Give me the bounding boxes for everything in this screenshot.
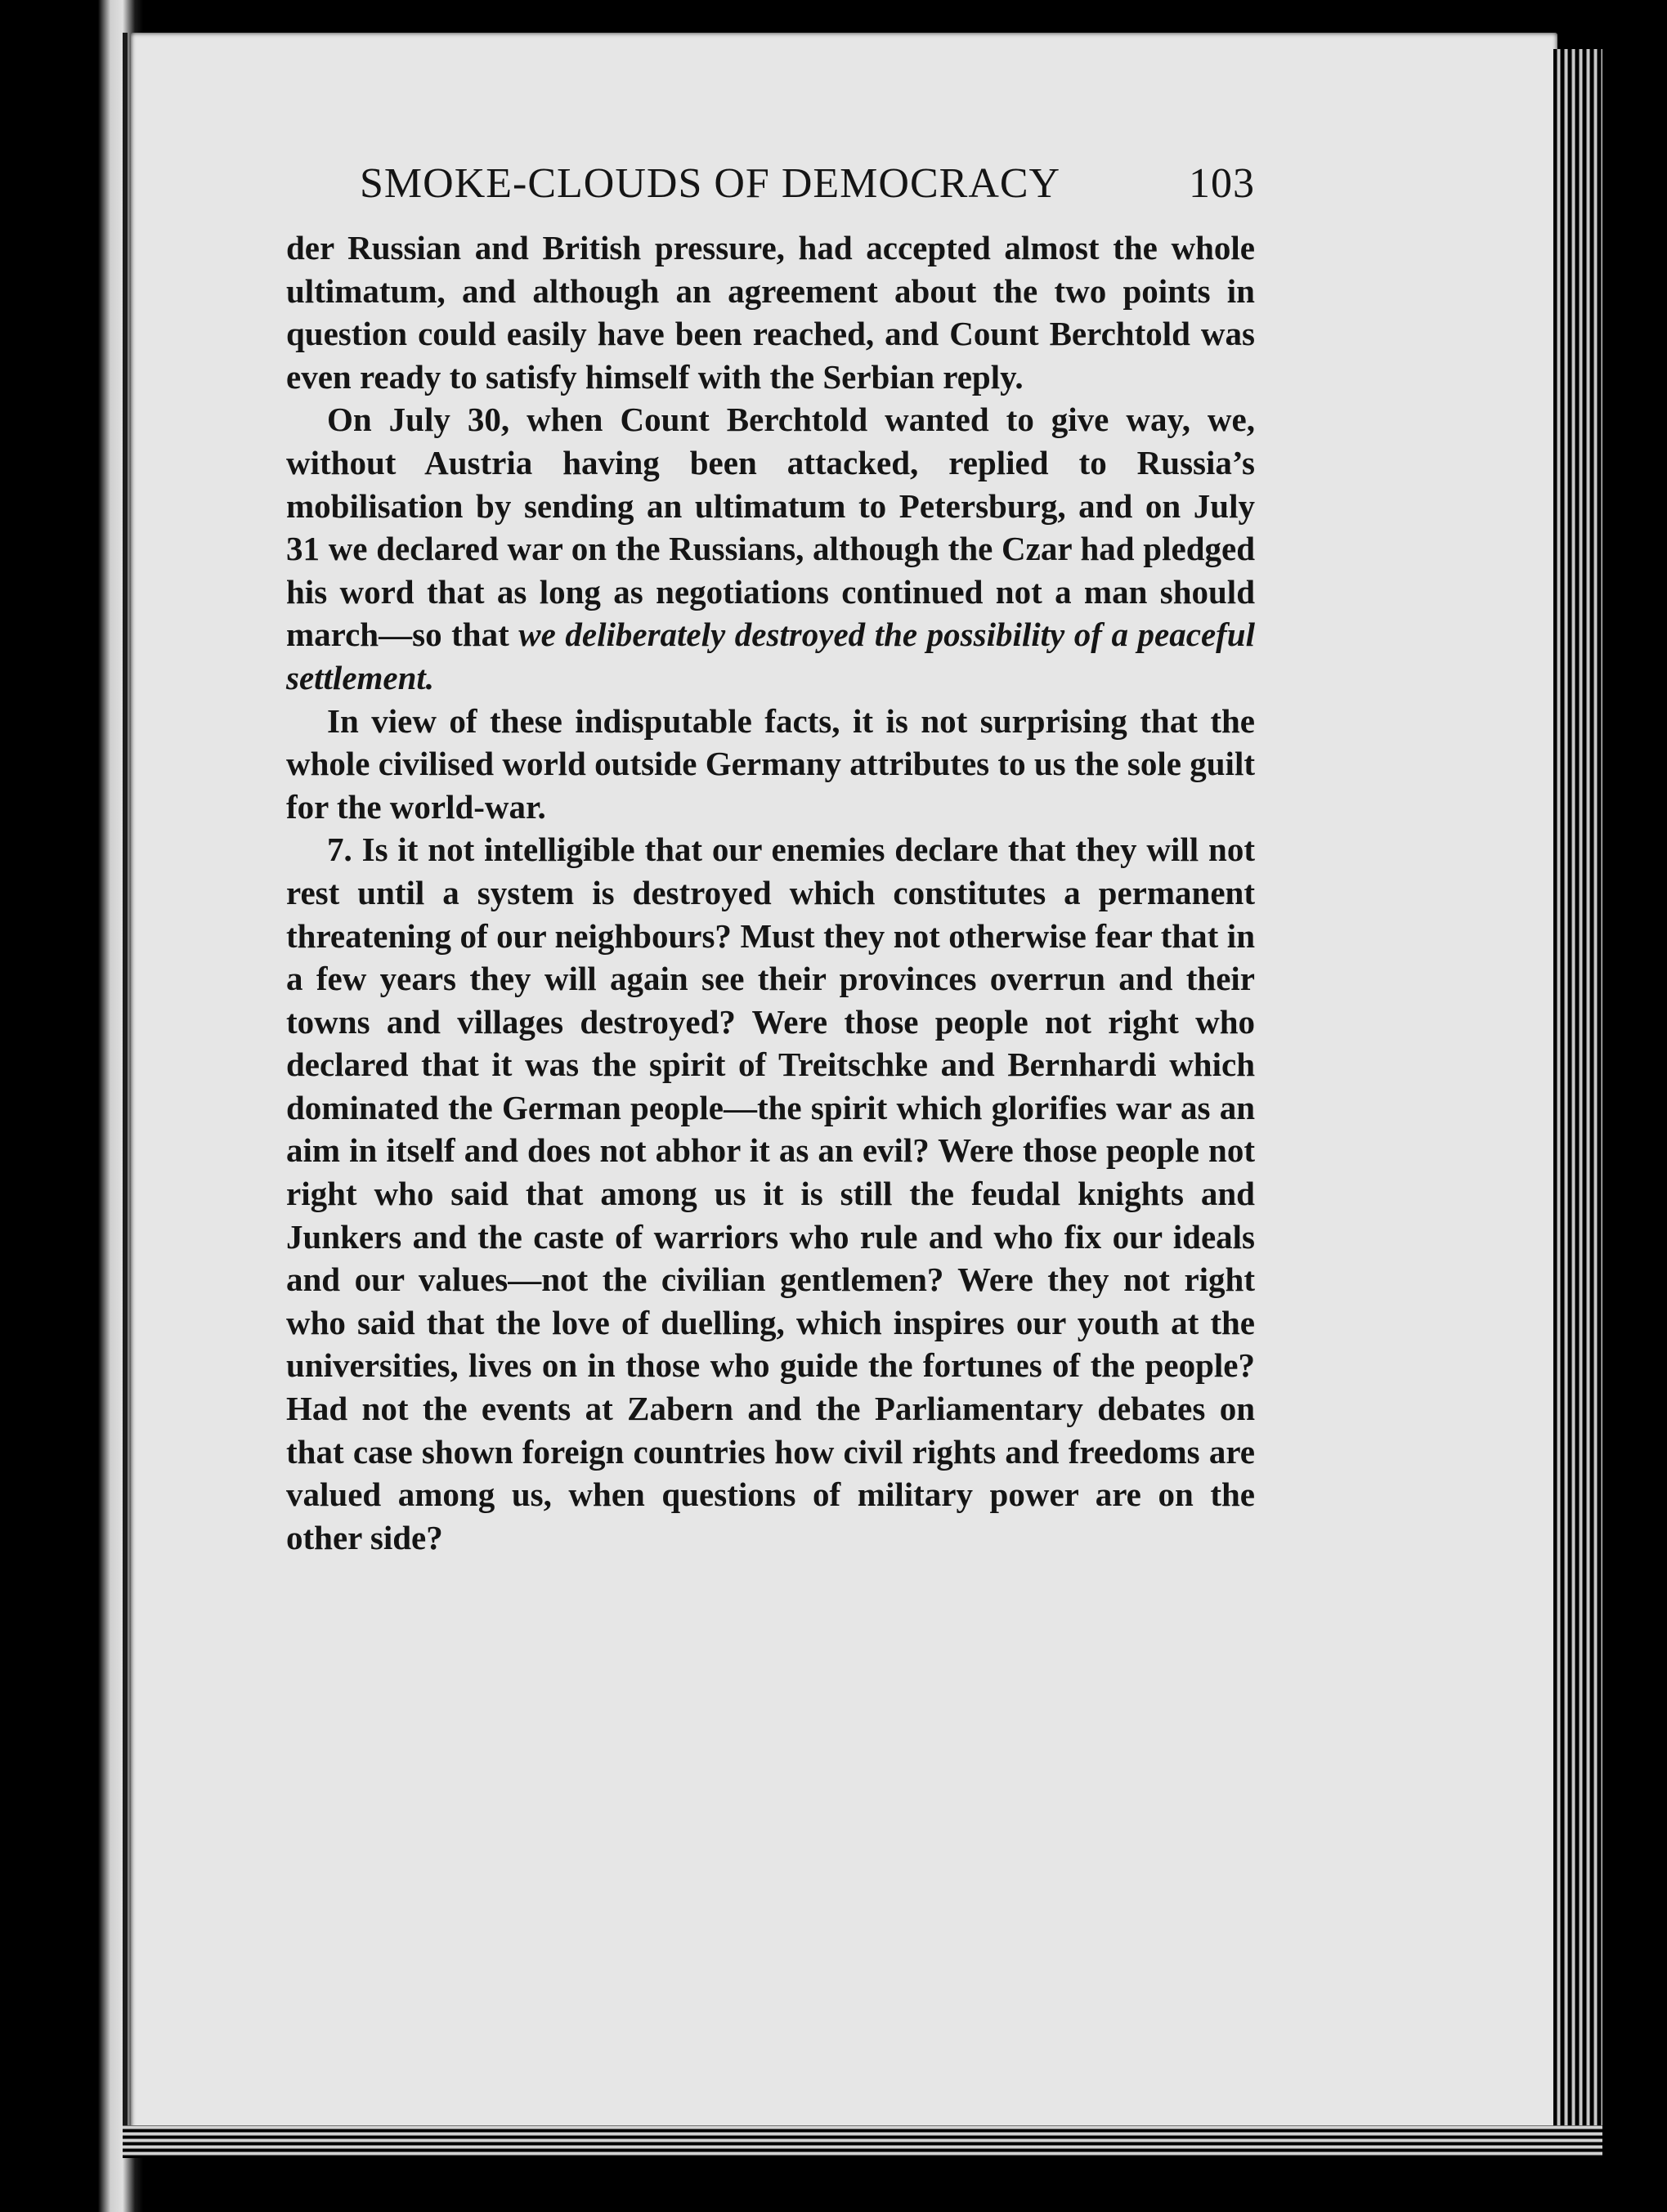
- book-binding-edge: [0, 0, 143, 2212]
- paragraph-4: [286, 828, 1255, 1559]
- paragraph-2-emphasis: we deliberately destroyed the possibility of a peaceful settlement.: [286, 616, 1255, 696]
- page-text-block: [286, 159, 1255, 1559]
- page-number: 103: [1189, 160, 1255, 207]
- paragraph-4-text: 7. Is it not intelligible that our enemies declare that they will not rest until a system is destroyed which constitutes a permanent threatening of our neighbours? Must they not otherwise fear that in a few years they will again see their provinces overrun and their towns and villages destroyed? Were those people not right who declared that it was the spirit of Treitschke and Bernhardi which dominated the German people—the spirit which glorifies war as an aim in itself and does not abhor it as an evil? Were those people not right who said that among us it is still the feudal knights and Junkers and the caste of warriors who rule and who fix our ideals and our values—not the civilian gentlemen? Were they not right who said that the love of duelling, which inspires our youth at the universities, lives on in those who guide the fortunes of the people? Had not the events at Zabern and the Parliamentary debates on that case shown foreign countries how civil rights and freedoms are valued among us, when questions of military power are on the other side?: [286, 831, 1255, 1556]
- page-stack-bottom-edge: [123, 2125, 1602, 2158]
- paragraph-2-text: On July 30, when Count Berchtold wanted to give way, we, without Austria having been attacked, replied to Russia’s mobilisation by sending an ultimatum to Petersburg, and on July 31 we declared war on the Russians, although the Czar had pledged his word that as long as negotiations continued not a man should march—so that: [286, 401, 1255, 654]
- page-stack-right-edge: [1553, 49, 1602, 2142]
- binding-shadow: [123, 33, 128, 2142]
- paragraph-1: [286, 226, 1255, 398]
- running-head-title: SMOKE-CLOUDS OF DEMOCRACY: [360, 160, 1061, 207]
- paragraph-3: [286, 700, 1255, 829]
- paragraph-1-text: der Russian and British pressure, had accepted almost the whole ultimatum, and although an agreement about the two points in question could easily have been reached, and Count Berchtold was even ready to satisfy himself with the Serbian reply.: [286, 229, 1255, 396]
- running-head: [360, 159, 1255, 208]
- paragraph-3-text: In view of these indisputable facts, it is not surprising that the whole civilised world outside Germany attributes to us the sole guilt for the world-war.: [286, 701, 1255, 826]
- paragraph-2: [286, 398, 1255, 699]
